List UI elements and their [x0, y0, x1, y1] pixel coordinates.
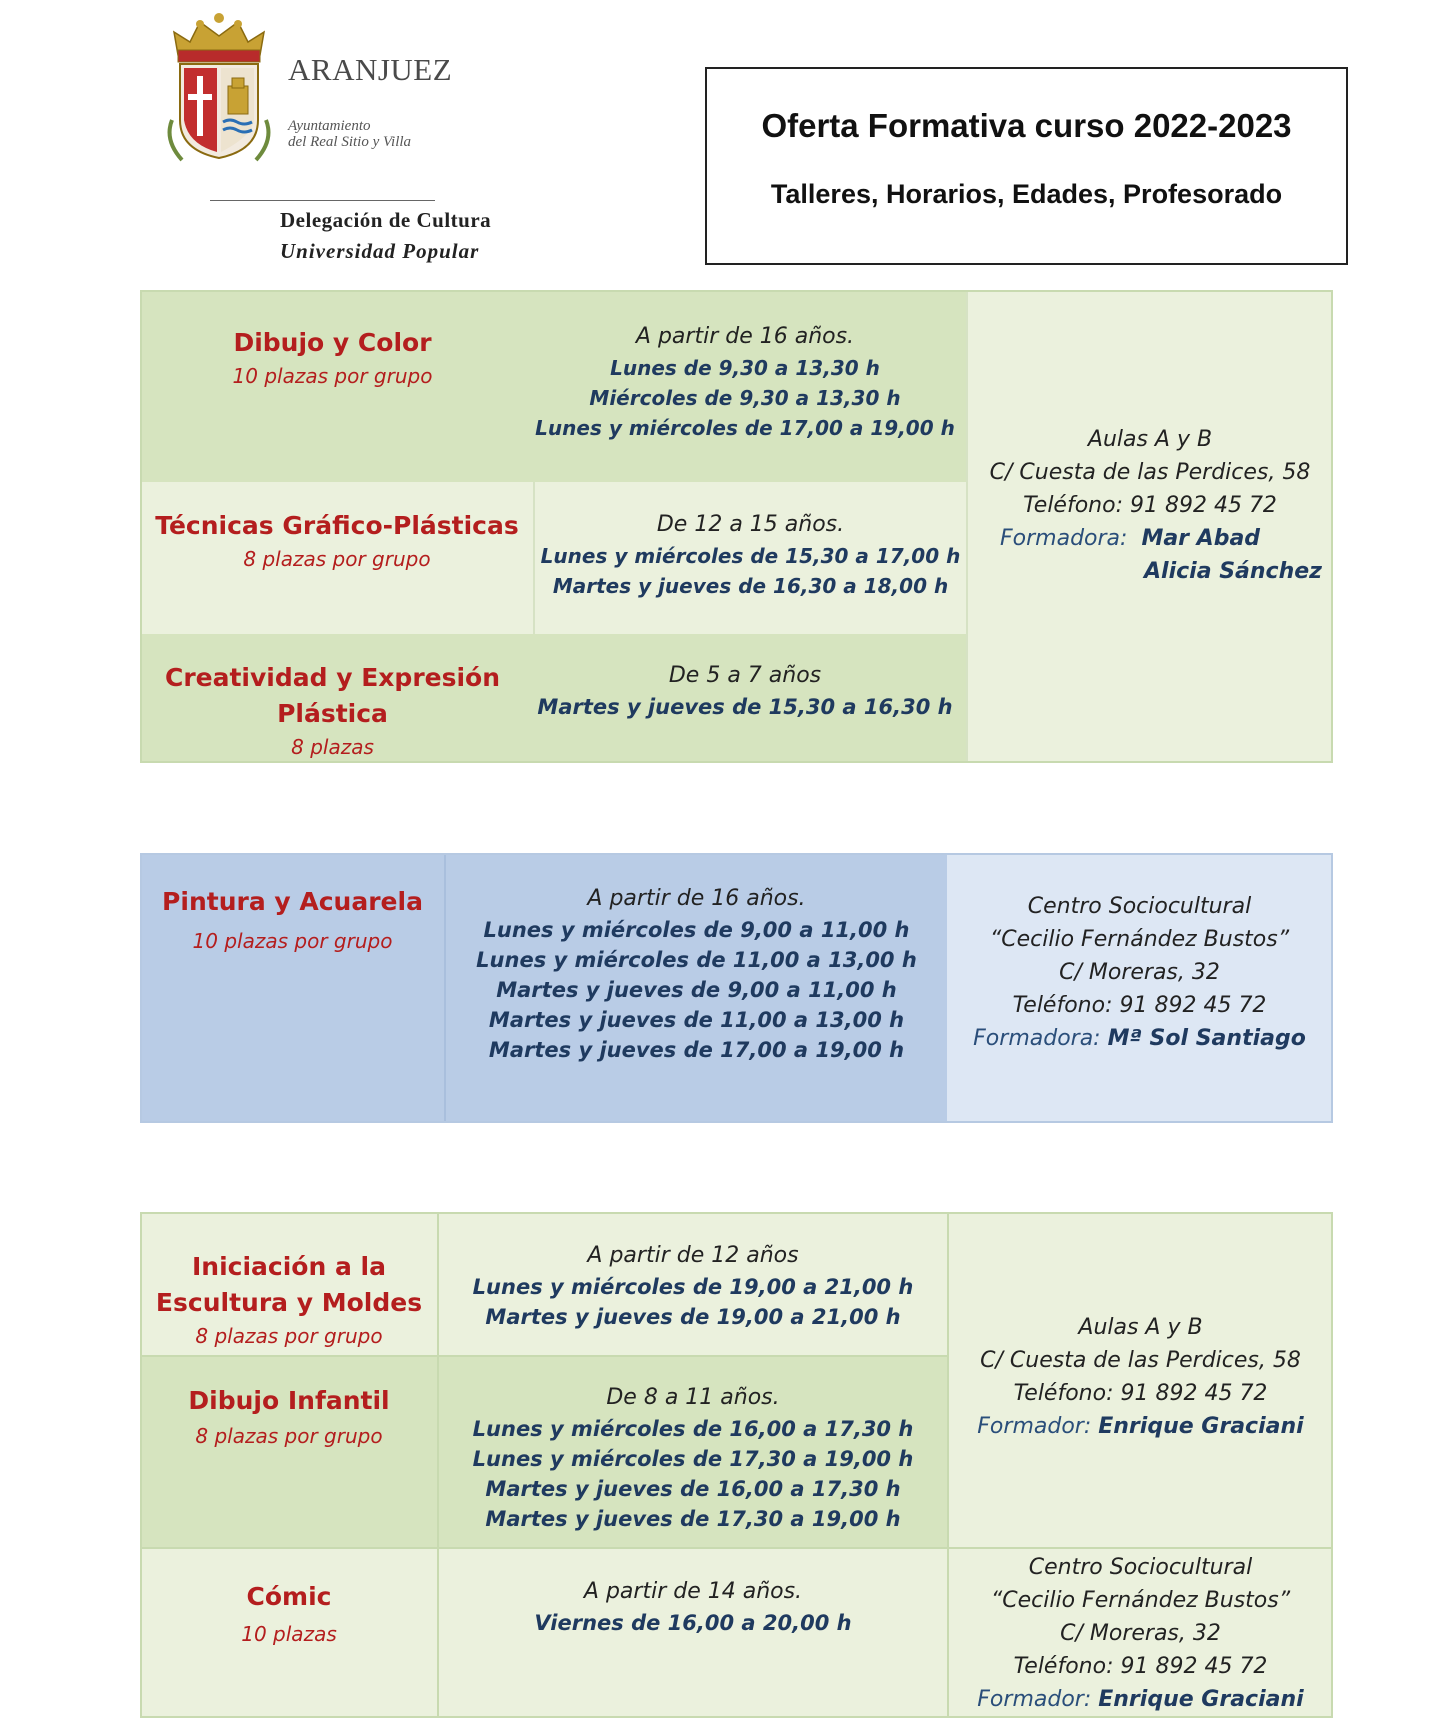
- location-name: Aulas A y B: [1078, 1315, 1203, 1340]
- location-phone: Teléfono: 91 892 45 72: [1013, 1654, 1268, 1679]
- delegacion-label: Delegación de Cultura: [280, 208, 492, 232]
- location-name: Aulas A y B: [1087, 427, 1213, 452]
- block-2-border: [140, 853, 1333, 1123]
- schedule-line: Martes y jueves de 19,00 a 21,00 h: [485, 1305, 901, 1329]
- workshop-seats: 10 plazas por grupo: [232, 364, 433, 388]
- age-range: A partir de 16 años.: [587, 886, 806, 911]
- location-name-2: “Cecilio Fernández Bustos”: [989, 927, 1290, 952]
- workshop-name: Pintura y Acuarela: [162, 887, 423, 916]
- schedule-line: Miércoles de 9,30 a 13,30 h: [589, 386, 901, 410]
- schedule-line: Martes y jueves de 17,00 a 19,00 h: [488, 1038, 905, 1062]
- location-address: C/ Cuesta de las Perdices, 58: [980, 1348, 1301, 1373]
- workshop-seats: 8 plazas por grupo: [195, 1424, 383, 1448]
- page-subtitle: Talleres, Horarios, Edades, Profesorado: [770, 179, 1283, 209]
- schedule-line: Lunes y miércoles de 15,30 a 17,00 h: [540, 544, 961, 568]
- schedule-line: Lunes y miércoles de 19,00 a 21,00 h: [472, 1275, 914, 1299]
- age-range: De 8 a 11 años.: [606, 1385, 780, 1410]
- workshop-name: Cómic: [246, 1582, 332, 1611]
- location-phone: Teléfono: 91 892 45 72: [1012, 993, 1267, 1018]
- age-range: A partir de 12 años: [587, 1243, 799, 1268]
- trainer-label: Formadora:: [1000, 526, 1128, 551]
- workshop-name: Técnicas Gráfico-Plásticas: [155, 511, 519, 540]
- brand-name: ARANJUEZ: [288, 52, 453, 87]
- age-range: A partir de 14 años.: [583, 1579, 803, 1604]
- schedule-line: Lunes y miércoles de 17,30 a 19,00 h: [472, 1447, 914, 1471]
- workshop-seats: 10 plazas: [241, 1622, 337, 1646]
- location-address: C/ Moreras, 32: [1060, 1621, 1221, 1646]
- workshop-name-line-1: Creatividad y Expresión: [164, 663, 501, 692]
- trainer-name: Enrique Graciani: [1098, 1414, 1304, 1439]
- schedule-line: Lunes y miércoles de 11,00 a 13,00 h: [476, 948, 917, 972]
- universidad-label: Universidad Popular: [280, 239, 480, 263]
- schedule-line: Lunes y miércoles de 16,00 a 17,30 h: [472, 1417, 914, 1441]
- trainer-name: Enrique Graciani: [1098, 1687, 1304, 1712]
- aranjuez-coat-of-arms-logo: [160, 10, 278, 165]
- location-name: Centro Sociocultural: [1027, 894, 1252, 919]
- schedule-line: Viernes de 16,00 a 20,00 h: [534, 1611, 852, 1635]
- block-1-border: [140, 290, 1333, 763]
- location-phone: Teléfono: 91 892 45 72: [1023, 493, 1277, 518]
- workshop-name: Dibujo Infantil: [188, 1386, 390, 1415]
- title-box: [705, 67, 1348, 265]
- location-address: C/ Moreras, 32: [1059, 960, 1220, 985]
- location-address: C/ Cuesta de las Perdices, 58: [989, 460, 1311, 485]
- workshop-name-line-2: Escultura y Moldes: [155, 1288, 423, 1317]
- workshop-name: Dibujo y Color: [233, 328, 432, 357]
- workshop-seats: 8 plazas por grupo: [243, 547, 431, 571]
- schedule-line: Lunes y miércoles de 17,00 a 19,00 h: [535, 416, 955, 440]
- page-title: Oferta Formativa curso 2022-2023: [761, 107, 1292, 144]
- block-3-border: [140, 1212, 1333, 1718]
- schedule-line: Lunes y miércoles de 9,00 a 11,00 h: [483, 918, 910, 942]
- brand-subtitle: [288, 118, 411, 150]
- schedule-line: Lunes de 9,30 a 13,30 h: [610, 356, 880, 380]
- workshop-seats: 8 plazas por grupo: [195, 1324, 383, 1348]
- location-phone: Teléfono: 91 892 45 72: [1013, 1381, 1268, 1406]
- workshop-seats: 8 plazas: [291, 735, 374, 759]
- header-divider: [210, 200, 435, 201]
- schedule-line: Martes y jueves de 9,00 a 11,00 h: [496, 978, 897, 1002]
- schedule-line: Martes y jueves de 11,00 a 13,00 h: [488, 1008, 905, 1032]
- trainer-name: Mª Sol Santiago: [1107, 1026, 1306, 1051]
- schedule-line: Martes y jueves de 17,30 a 19,00 h: [485, 1507, 901, 1531]
- trainer-name-2: Alicia Sánchez: [1144, 559, 1322, 584]
- trainer-label: Formador:: [977, 1687, 1092, 1712]
- trainer-label: Formador:: [977, 1414, 1092, 1439]
- schedule-line: Martes y jueves de 16,00 a 17,30 h: [485, 1477, 901, 1501]
- workshop-name-line-1: Iniciación a la: [191, 1252, 386, 1281]
- location-name-2: “Cecilio Fernández Bustos”: [990, 1588, 1291, 1613]
- workshop-name-line-2: Plástica: [277, 699, 388, 728]
- age-range: De 5 a 7 años: [668, 663, 822, 688]
- trainer-name: Mar Abad: [1141, 526, 1261, 551]
- location-name: Centro Sociocultural: [1028, 1555, 1253, 1580]
- brand-sub-line-2: del Real Sitio y Villa: [288, 134, 412, 150]
- schedule-line: Martes y jueves de 15,30 a 16,30 h: [537, 695, 953, 719]
- trainer-label: Formadora:: [973, 1026, 1101, 1051]
- age-range: De 12 a 15 años.: [656, 512, 845, 537]
- age-range: A partir de 16 años.: [635, 324, 855, 349]
- schedule-line: Martes y jueves de 16,30 a 18,00 h: [552, 574, 949, 598]
- brand-sub-line-1: Ayuntamiento: [288, 118, 371, 134]
- workshop-seats: 10 plazas por grupo: [192, 929, 393, 953]
